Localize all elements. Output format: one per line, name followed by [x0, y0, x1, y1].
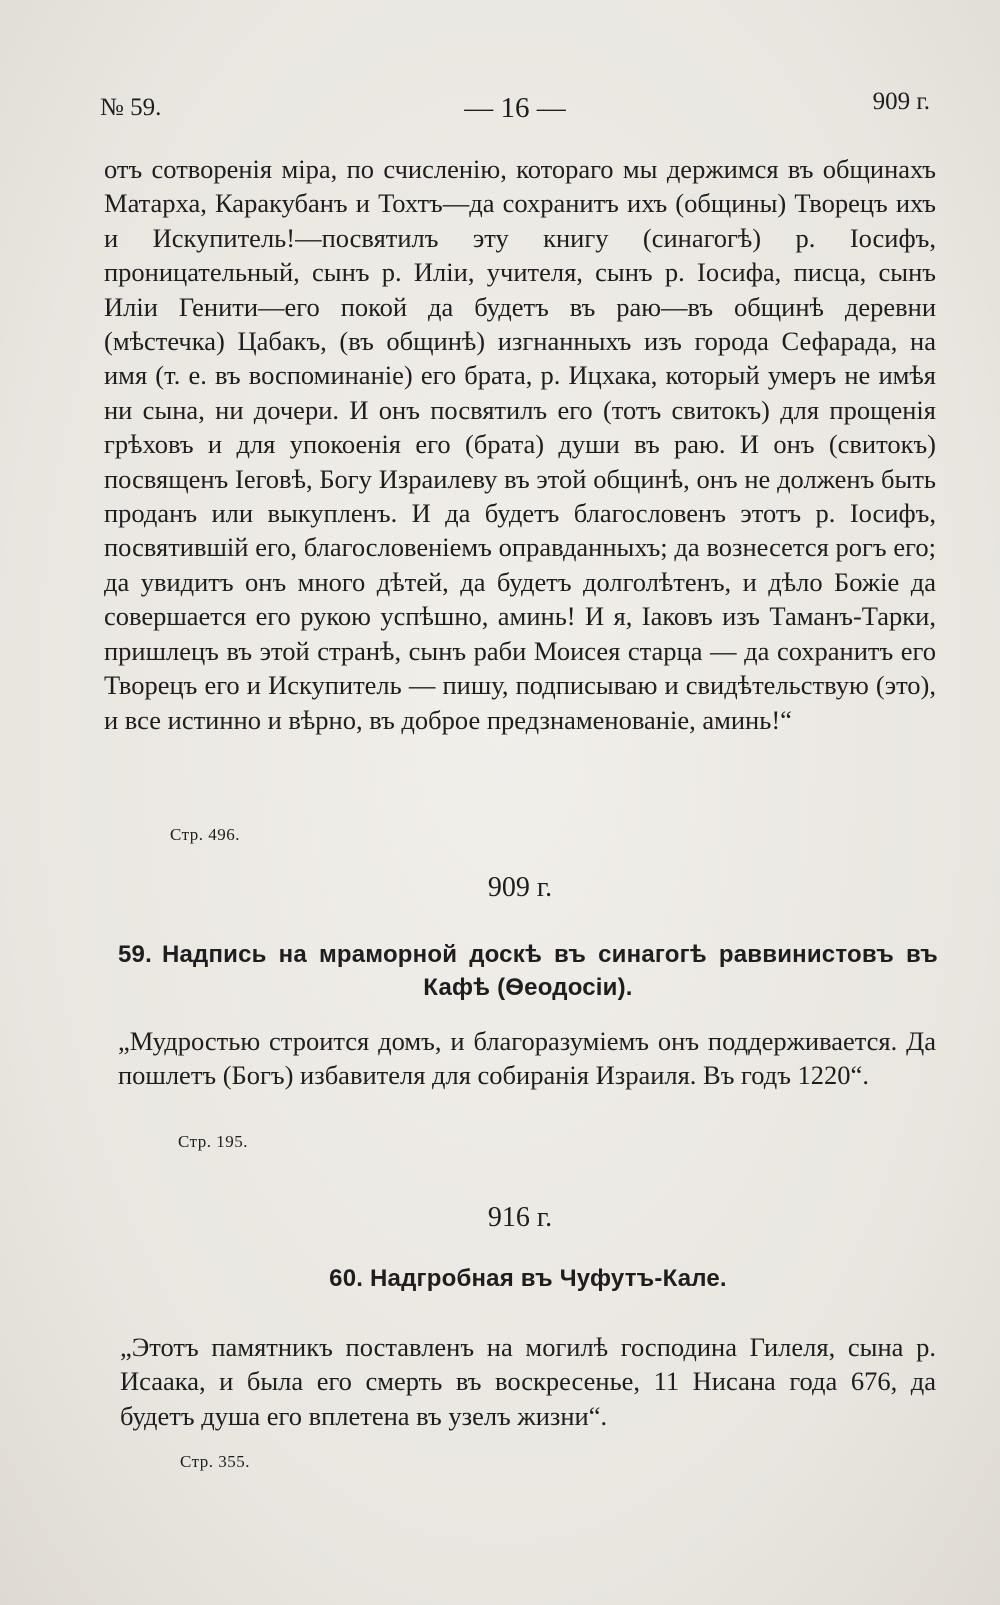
header-entry-number: № 59.	[100, 94, 162, 121]
entry-60-year: 916 г.	[487, 1202, 553, 1233]
entry-60-text: „Этотъ памятникъ поставленъ на могилѣ господина Гилеля, сына р. Исаака, и была его смерть въ воскресенье, 11 Нисана года 676, да будетъ душа его вплетена въ узелъ жизни“.	[120, 1332, 936, 1431]
entry-59-number: 59.	[118, 941, 152, 968]
entry-59-title	[118, 938, 938, 1004]
entry-59-title-line2: Кафѣ (Ѳеодосіи).	[423, 974, 633, 1001]
entry-60-page-reference: Стр. 355.	[180, 1452, 251, 1471]
entry-59-title-line1	[118, 938, 938, 971]
header-year: 909 г.	[872, 88, 930, 115]
entry-59-title-text: Надпись на мраморной доскѣ въ синагогѣ раввинистовъ въ	[161, 941, 938, 968]
entry-60-title-text: Надгробная въ Чуфутъ-Кале.	[370, 1265, 727, 1292]
page-header	[100, 88, 930, 128]
entry-60-number: 60.	[329, 1265, 364, 1292]
page-number: — 16 —	[464, 92, 566, 124]
entry-60-title	[118, 1262, 938, 1295]
intro-paragraph: отъ сотворенія міра, по счисленію, котораго мы держимся въ общинахъ Матарха, Каракубанъ и Тохтъ—да сохранитъ ихъ (общины) Творецъ ихъ и Искупитель!—посвятилъ эту книгу (синагогѣ) р. Іосифъ, проницательный, сынъ р. Иліи, учителя, сынъ р. Іосифа, писца, сынъ Иліи Генити—его покой да будетъ въ раю—въ общинѣ деревни (мѣстечка) Цабакъ, (въ общинѣ) изгнанныхъ изъ города Сефарада, на имя (т. е. въ воспоминаніе) его брата, р. Ицхака, который умеръ не имѣя ни сына, ни дочери. И онъ посвятилъ его (тотъ свитокъ) для прощенія грѣховъ и для упокоенія его (брата) души въ раю. И онъ (свитокъ) посвященъ Іеговѣ, Богу Израилеву въ этой общинѣ, онъ не долженъ быть проданъ или выкупленъ. И да будетъ благословенъ этотъ р. Іосифъ, посвятившій его, благословеніемъ оправданныхъ; да вознесется рогъ его; да увидитъ онъ много дѣтей, да будетъ долголѣтенъ, и дѣло Божіе да совершается его рукою успѣшно, аминь! И я, Іаковъ изъ Таманъ-Тарки, пришлецъ въ этой странѣ, сынъ раби Моисея старца — да сохранитъ его Творецъ его и Искупитель — пишу, подписываю и свидѣтельствую (это), и все истинно и вѣрно, въ доброе предзнаменованіе, аминь!“	[104, 154, 936, 735]
entry-59-text: „Мудростью строится домъ, и благоразуміемъ онъ поддерживается. Да пошлетъ (Богъ) избавителя для собиранія Израиля. Въ годъ 1220“.	[118, 1026, 936, 1091]
entry-59-page-reference: Стр. 195.	[178, 1132, 249, 1151]
intro-page-reference: Стр. 496.	[170, 825, 241, 844]
entry-59-year: 909 г.	[487, 872, 553, 903]
